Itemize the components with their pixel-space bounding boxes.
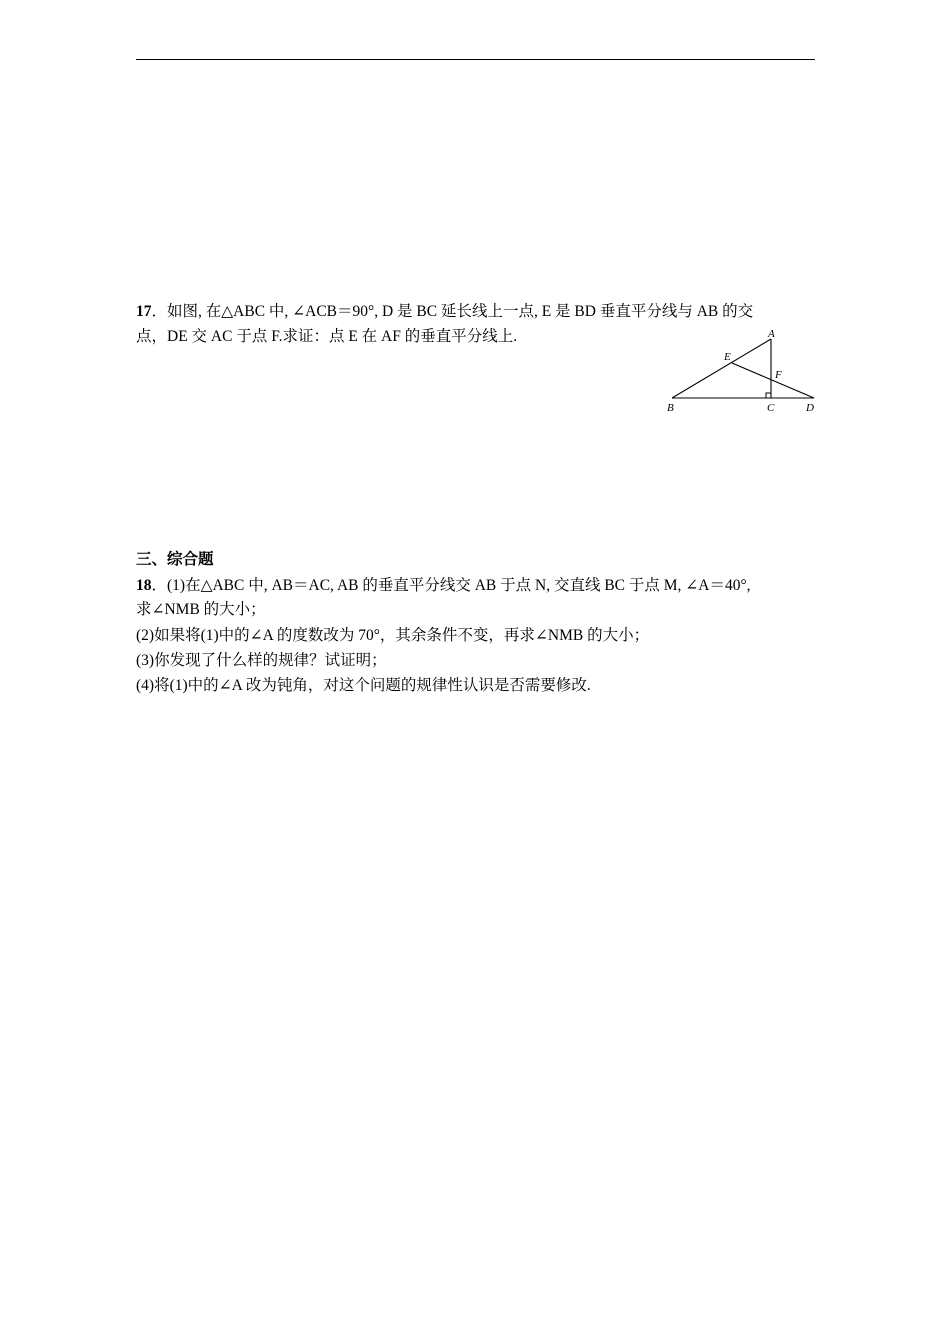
segment-ed [732, 363, 814, 398]
q17-text-1: ．如图, 在△ABC 中, ∠ACB＝90°, D 是 BC 延长线上一点, E 是 BD 垂直平分线与 AB 的交 [151, 303, 754, 320]
label-c: C [767, 402, 775, 414]
section-3-heading: 三、综合题 [136, 551, 214, 568]
right-angle-mark [766, 393, 771, 398]
label-b: B [667, 402, 674, 414]
q17-line-1 [136, 302, 753, 322]
q18-line-4: (3)你发现了什么样的规律？试证明； [136, 652, 387, 669]
label-d: D [806, 402, 814, 414]
q18-line-5: (4)将(1)中的∠A 改为钝角，对这个问题的规律性认识是否需要修改. [136, 677, 591, 694]
q18-text-1: ．(1)在△ABC 中, AB＝AC, AB 的垂直平分线交 AB 于点 N, 交直线 BC 于点 M, ∠A＝40°, [151, 577, 751, 594]
q18-line-1 [136, 576, 751, 596]
header-rule [136, 59, 815, 60]
q18-line-3: (2)如果将(1)中的∠A 的度数改为 70°，其余条件不变，再求∠NMB 的大小； [136, 627, 650, 644]
q17-geometry-figure [664, 328, 824, 418]
q18-line-2: 求∠NMB 的大小； [136, 601, 266, 618]
q17-line-2: 点，DE 交 AC 于点 F.求证：点 E 在 AF 的垂直平分线上. [136, 328, 518, 345]
q18-number: 18 [136, 577, 152, 594]
label-a: A [768, 328, 775, 340]
label-e: E [724, 351, 731, 363]
label-f: F [775, 369, 782, 381]
q17-number: 17 [136, 303, 152, 320]
segment-ba [672, 339, 771, 398]
